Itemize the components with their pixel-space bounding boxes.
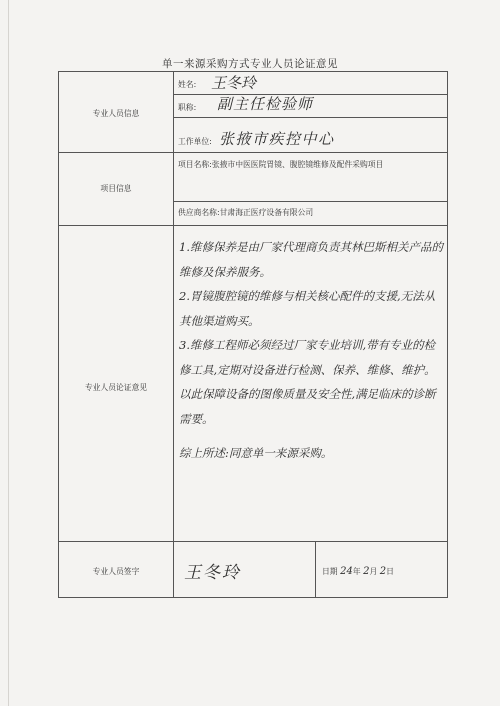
opinion-conclusion: 综上所述:同意单一来源采购。 <box>179 446 333 460</box>
project-name-label: 项目名称: <box>178 160 212 169</box>
opinion-text <box>179 235 444 466</box>
section-divider <box>59 152 447 153</box>
opinion-label: 专业人员论证意见 <box>84 383 148 392</box>
unit-value: 张掖市疾控中心 <box>219 130 335 148</box>
section-divider <box>59 225 447 226</box>
title-label: 职称: <box>178 103 197 112</box>
scan-edge-line <box>8 0 9 706</box>
date-label: 日期 <box>322 567 338 576</box>
opinion-paragraph-3: 3.维修工程师必须经过厂家专业培训,带有专业的检修工具,定期对设备进行检测、保养、维修、维护。以此保障设备的图像质量及安全性,满足临床的诊断需要。 <box>179 338 436 426</box>
opinion-paragraph-2: 2.胃镜腹腔镜的维修与相关核心配件的支援,无法从其他渠道购买。 <box>179 289 436 328</box>
signature-label: 专业人员签字 <box>92 567 140 576</box>
date-month: 2 <box>363 566 370 577</box>
signature-value: 王冬玲 <box>184 563 241 583</box>
row-divider <box>173 201 447 202</box>
project-name-value: 张掖市中医医院胃镜、腹腔镜维修及配件采购项目 <box>211 160 384 169</box>
day-unit: 日 <box>386 567 394 576</box>
date-day: 2 <box>379 566 387 577</box>
supplier-label: 供应商名称: <box>178 208 220 217</box>
date-field <box>322 566 394 577</box>
project-info-label: 项目信息 <box>100 184 132 193</box>
name-value: 王冬玲 <box>211 74 257 92</box>
title-value: 副主任检验师 <box>217 95 314 113</box>
supplier <box>178 205 442 221</box>
opinion-paragraph-1: 1.维修保养是由厂家代理商负责其林巴斯相关产品的维修及保养服务。 <box>179 240 443 279</box>
name-label: 姓名: <box>178 80 197 89</box>
unit-label: 工作单位: <box>178 137 212 146</box>
column-divider <box>315 541 316 597</box>
expert-info-label: 专业人员信息 <box>92 109 140 118</box>
column-divider <box>173 72 174 597</box>
row-divider <box>173 117 447 118</box>
supplier-value: 甘肃海正医疗设备有限公司 <box>219 208 314 217</box>
section-divider <box>59 541 447 542</box>
year-unit: 年 <box>352 567 361 576</box>
document-title: 单一来源采购方式专业人员论证意见 <box>162 58 338 70</box>
project-name <box>178 157 442 173</box>
month-unit: 月 <box>369 567 378 576</box>
form-table <box>58 71 448 598</box>
date-year: 24 <box>340 566 353 577</box>
